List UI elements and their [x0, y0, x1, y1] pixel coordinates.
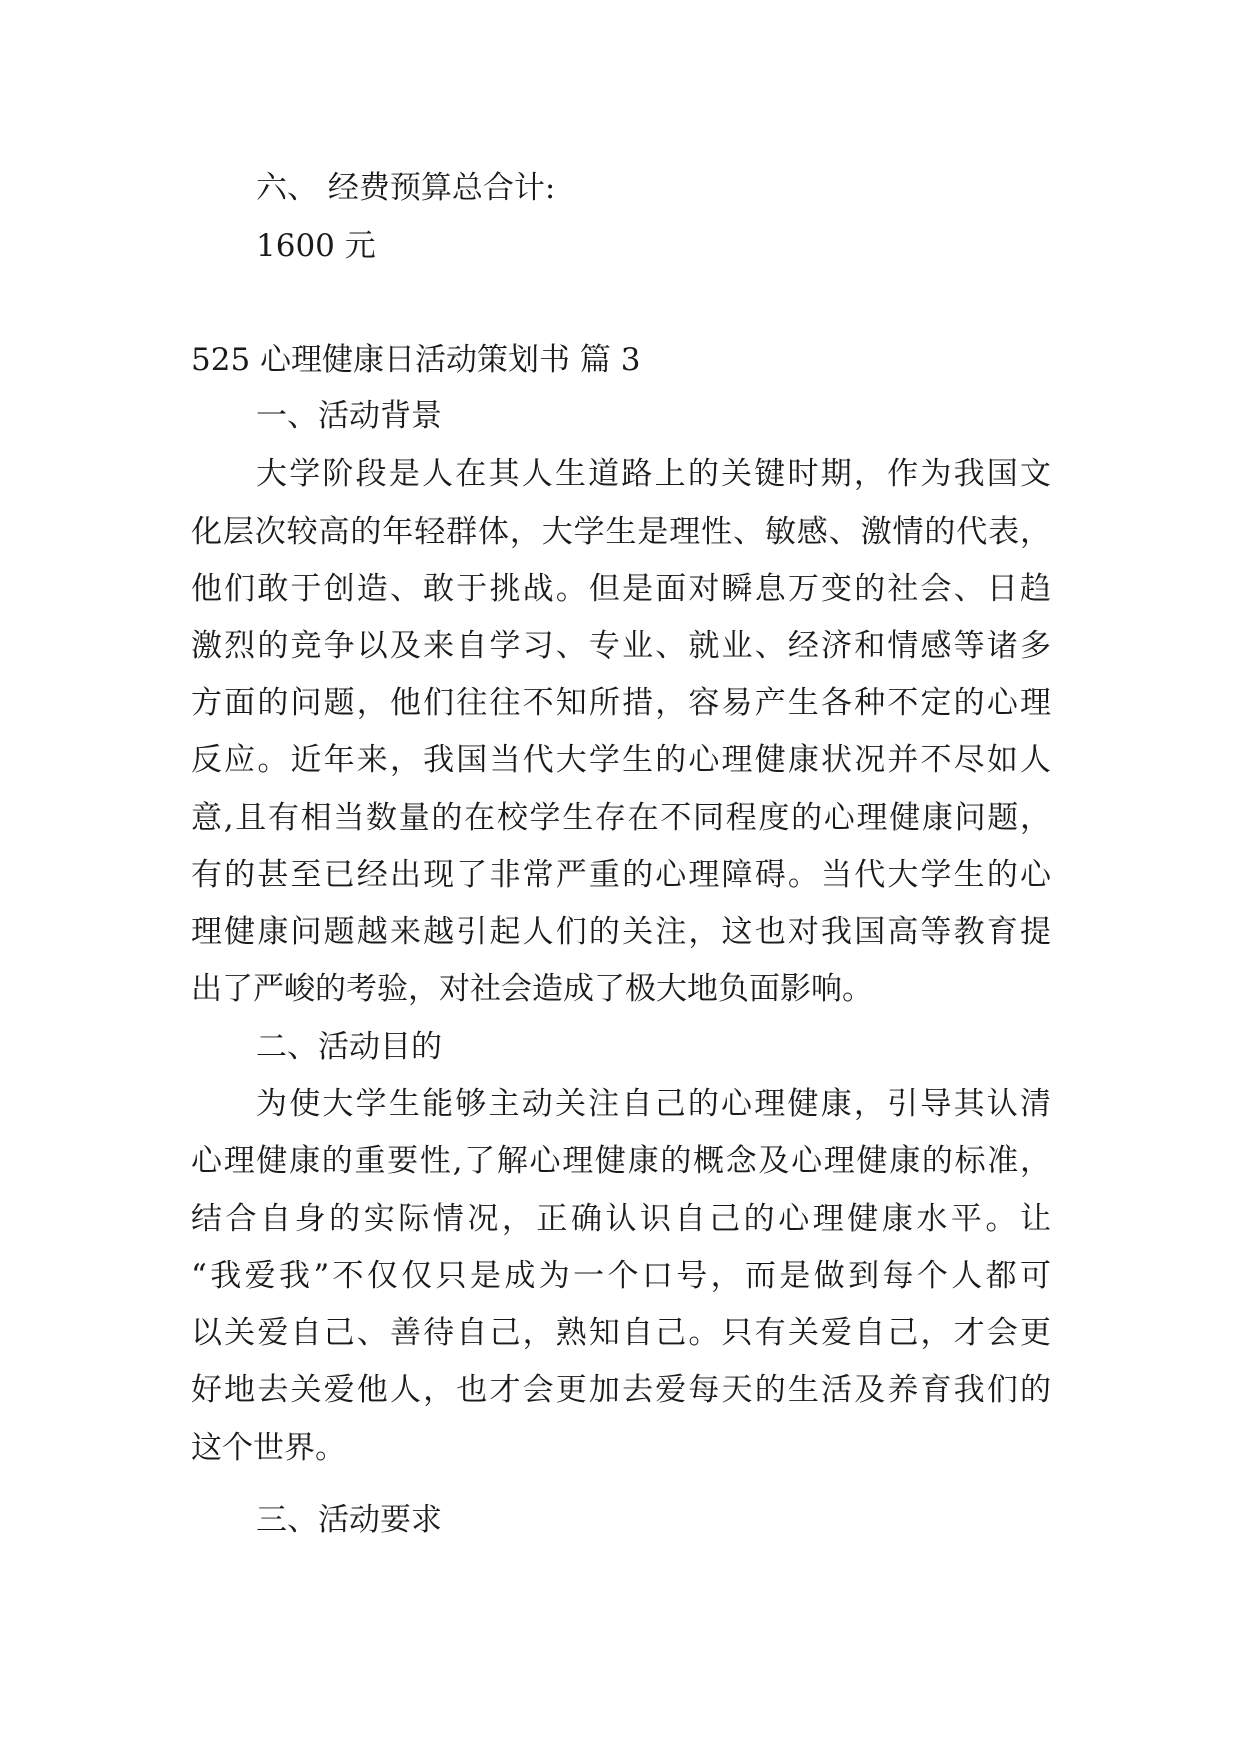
paragraph-line: 他们敢于创造、敢于挑战。但是面对瞬息万变的社会、日趋 [191, 571, 1051, 607]
paragraph-line: 激烈的竞争以及来自学习、专业、就业、经济和情感等诸多 [191, 628, 1051, 664]
paragraph-line: 心理健康的重要性,了解心理健康的概念及心理健康的标准， [191, 1143, 1051, 1179]
paragraph-line: 这个世界。 [191, 1430, 346, 1466]
paragraph-line: 化层次较高的年轻群体，大学生是理性、敏感、激情的代表， [191, 514, 1051, 550]
paragraph-line: 好地去关爱他人，也才会更加去爱每天的生活及养育我们的 [191, 1372, 1051, 1408]
paragraph-line: 出了严峻的考验，对社会造成了极大地负面影响。 [191, 971, 873, 1007]
paragraph-line: “我爱我”不仅仅只是成为一个口号，而是做到每个人都可 [191, 1258, 1051, 1294]
paragraph-line: 反应。近年来，我国当代大学生的心理健康状况并不尽如人 [191, 742, 1051, 778]
heading-background: 一、活动背景 [256, 398, 442, 434]
section6-value: 1600 元 [256, 228, 376, 264]
paragraph-line: 结合自身的实际情况，正确认识自己的心理健康水平。让 [191, 1201, 1051, 1237]
section6-heading: 六、 经费预算总合计: [256, 170, 556, 206]
paragraph-line: 大学阶段是人在其人生道路上的关键时期，作为我国文 [256, 456, 1051, 492]
paragraph-line: 意,且有相当数量的在校学生存在不同程度的心理健康问题， [191, 800, 1051, 836]
paragraph-line: 为使大学生能够主动关注自己的心理健康，引导其认清 [256, 1086, 1051, 1122]
heading-purpose: 二、活动目的 [256, 1029, 442, 1065]
paragraph-line: 理健康问题越来越引起人们的关注，这也对我国高等教育提 [191, 914, 1051, 950]
paragraph-line: 方面的问题，他们往往不知所措，容易产生各种不定的心理 [191, 685, 1051, 721]
paragraph-line: 有的甚至已经出现了非常严重的心理障碍。当代大学生的心 [191, 857, 1051, 893]
paragraph-line: 以关爱自己、善待自己，熟知自己。只有关爱自己，才会更 [191, 1315, 1051, 1351]
heading-requirements: 三、活动要求 [256, 1502, 442, 1538]
article-title: 525 心理健康日活动策划书 篇 3 [191, 342, 641, 378]
